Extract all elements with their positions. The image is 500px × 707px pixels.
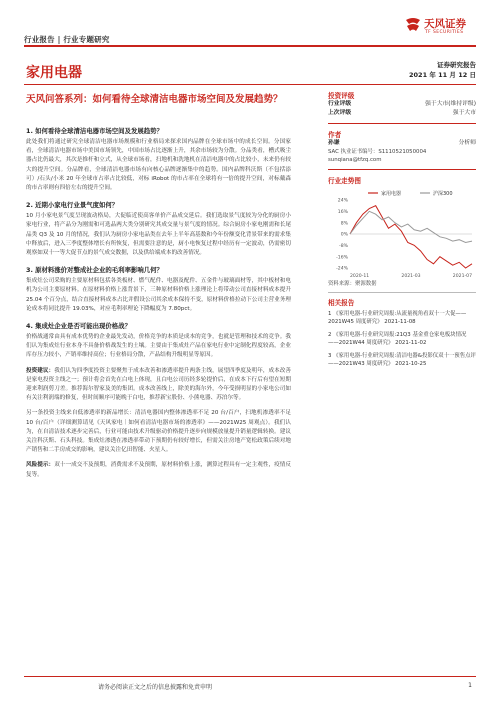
rating-label: 投资评级	[328, 92, 355, 100]
x-tick-label: 2021-03	[401, 274, 421, 279]
logo-name-en: TF SECURITIES	[425, 30, 464, 35]
y-tick-label: 16%	[337, 210, 348, 216]
logo-mark-icon	[404, 16, 422, 34]
title-divider	[24, 84, 476, 85]
rating-key: 行业评级	[328, 101, 352, 107]
sidebar-divider	[328, 123, 476, 124]
sidebar	[328, 90, 476, 372]
trend-chart-svg	[328, 188, 476, 280]
body-paragraph	[26, 277, 291, 314]
paragraph-text: 集成灶公司采购的主要原材料包括各类板材、燃气配件、电器及配件、五金件与玻璃面材等，其中板材和电机为公司主要原材料。在原材料价格上涨背景下，三种原材料价格上涨理论上将带动公司直接材料成本提升 25.04 个百分点，结合直接材料成本占比并假设公司其余成本保持不变，原材料价格拉动下公司主营业务理论成本将同比提升 19.03%，对应毛利率理论下降幅度为 7.80pct。	[26, 278, 291, 312]
header-divider	[24, 45, 476, 47]
related-report-item[interactable]: 2 《家用电器-行业研究周报:21Q3 基金重仓家电板块情况——2021W44 周度研究》 2021-11-02	[328, 331, 467, 347]
legend-label: 家用电器	[381, 191, 402, 197]
section-heading: 3. 原材料涨价对整成社企业的毛利率影响几何？	[26, 266, 163, 275]
rating-key: 上次评级	[328, 110, 352, 116]
rating-value: 强于大市(维持评级)	[425, 101, 476, 107]
paragraph-lead: 风险提示：	[26, 462, 55, 469]
main-content	[26, 126, 291, 480]
section-heading: 4. 集成灶企业是否可能出现价格战？	[26, 322, 131, 331]
analyst-label: 作者	[328, 131, 342, 139]
paragraph-text: 我们认为四季度投资主要聚焦于成本改善和渗透率提升两条主线，展望四季度及明年，成本改善是家电投资主线之一；预计将会首先在白电上体现，且白电公司历经多轮提价后，在成本下行后有望在短期迎来利润剪刀差。推荐海尔智家及美的集团。成本改善线上，除美的海尔外，今年受损明显的小家电公司如有关注利润端的修复，但时间顺序可能晚于白电，推荐新宝股份、小熊电器、苏泊尔等。	[26, 367, 291, 402]
page-header	[24, 14, 476, 46]
logo-name-cn: 天风证券	[424, 18, 466, 30]
analyst-name: 孙谦	[328, 140, 340, 146]
analyst-license: SAC 执业证书编号：S1110521050004	[328, 149, 427, 155]
body-paragraph	[26, 409, 291, 455]
sidebar-divider	[328, 169, 476, 170]
sidebar-divider	[328, 292, 476, 293]
x-tick-label: 2021-07	[452, 274, 472, 279]
report-title: 天风问答系列：如何看待全球清洁电器市场空间及发展趋势？	[26, 94, 283, 105]
body-paragraph	[26, 138, 291, 193]
related-report-item[interactable]: 3 《家用电器-行业研究周报:清洁电器&投影仪双十一预售点评——2021W43 周度研究》 2021-10-25	[328, 352, 476, 368]
body-paragraph	[26, 212, 291, 258]
related-report-item[interactable]: 1 《家用电器-行业研究周报:从流量视角看双十一大促——2021W45 周度研究》 2021-11-08	[328, 311, 467, 326]
report-meta	[409, 60, 476, 80]
y-tick-label: -8%	[339, 244, 348, 250]
breadcrumb: 行业报告 | 行业专题研究	[24, 35, 110, 44]
series-line	[350, 206, 472, 268]
y-tick-label: -16%	[336, 255, 348, 261]
chart-source: 资料来源：聚源数据	[328, 281, 377, 287]
analyst-role: 分析师	[458, 140, 476, 146]
company-logo	[404, 14, 476, 42]
footer-divider	[24, 676, 476, 677]
body-paragraph	[26, 367, 291, 404]
paragraph-text: 10 月小家电景气度呈现波动格局，大促临近使高客单价产品成交延后。我们选取景气度较为分化的厨房小家电行业，将产品分为刚需和可选品两大类分别研究其成交量与景气度的情况。综合厨房小家电刚需和长尾品类 Q3 及 10 月的情况，我们认为厨房小家电品类在去年上半年高基数和今年份额变化背景带来的需求集中释放后，进入三季度整体增长有所恢复，但需要注意的是，厨小电恢复过程中经历有一定波动，仍需密切观察如双十一等大促节点的景气成交数据，以及供给端成本的改善情况。	[26, 213, 291, 257]
x-tick-label: 2020-11	[350, 274, 370, 279]
paragraph-lead: 投资建议：	[26, 367, 55, 374]
legend-label: 沪深300	[433, 191, 453, 197]
related-label: 相关报告	[328, 299, 355, 307]
chart-section-label: 行业走势图	[328, 177, 361, 185]
industry-name: 家用电器	[26, 65, 82, 81]
report-type: 证券研究报告	[437, 61, 476, 69]
paragraph-text: 双十一成交不及预期，消费需求不及预期，原材料价格上涨，测算过程具有一定主观性，疫情反复等。	[26, 462, 291, 478]
page-number: 1	[468, 682, 472, 689]
analyst-email[interactable]: sunqiana@tfzq.com	[328, 157, 382, 163]
industry-trend-chart	[328, 188, 476, 280]
report-date: 2021 年 11 月 12 日	[409, 71, 476, 79]
paragraph-text: 此处我们将通过研究全球清洁电器市场规模和行业格局来探求国内品牌在全球市场中的成长空间。分国家看，全球清洁电器市场中美国市场领先，中国市场占比逐渐上升，其余市场较为分散。分品类看，槽式吸尘器占比仍最大，其次是推杆和立式，从全球市场看，扫地机和洗地机在清洁电器中的占比较小，未来仍有较大的提升空间。分品牌看，全球清洁电器市场有向核心品牌逐渐集中的趋势。国内品牌科沃斯（不包括添可）/石头/小米 20 年全球市占率占比较低，对标 iRobot 的市占率在全球将有一倍的提升空间，对标戴森的市占率则有四倍左右的提升空间。	[26, 139, 291, 192]
analyst-row	[328, 139, 476, 148]
y-tick-label: 24%	[337, 198, 348, 204]
paragraph-text: 另一条投资主线来自低渗透率的新品增长：清洁电器国内整体渗透率不足 20 台/百户，扫地机渗透率不足 10 台/百户（详细测算请见《天风家电｜如何看清洁电器市场的渗透率》——2021W25 周观点）。我们认为，在自清洁技术逐步完善后，行业可能由技术升级驱动价格提升逐步向规模放量提升销量逻辑转换。建议关注科沃斯、石头科技。集成灶渗透在渗透率带动下预期仍有较好增长，但需关注房地产宽松政策后续对地产销售和二手房成交的影响，建议关注亿田智能、火星人。	[26, 410, 291, 454]
paragraph-text: 价格战通常由具有成本优势的企业最先发动，价格竞争的本质是成本的竞争，也就是管理和技术的竞争。我们认为集成灶行业本身不具备价格战发生的土壤。主要由于集成灶产品在家电行业中定制化程度较高，企业库存压力较小，产销率维持高位；行业格局分散，产品结构升级明显等原因。	[26, 334, 291, 359]
section-heading: 2. 近期小家电行业景气度如何？	[26, 201, 119, 210]
body-paragraph	[26, 333, 291, 361]
series-line	[350, 211, 472, 242]
body-paragraph	[26, 461, 291, 479]
y-tick-label: -24%	[336, 266, 348, 272]
section-heading: 1. 如何看待全球清洁电器市场空间及发展趋势？	[26, 127, 163, 135]
y-tick-label: 8%	[340, 221, 348, 227]
rating-row	[328, 100, 476, 109]
rating-value: 强于大市	[452, 110, 476, 116]
disclaimer-note: 请务必阅读正文之后的信息披露和免责申明	[98, 684, 213, 691]
page-footer	[24, 676, 476, 691]
rating-row	[328, 109, 476, 118]
y-tick-label: 0%	[340, 232, 348, 238]
